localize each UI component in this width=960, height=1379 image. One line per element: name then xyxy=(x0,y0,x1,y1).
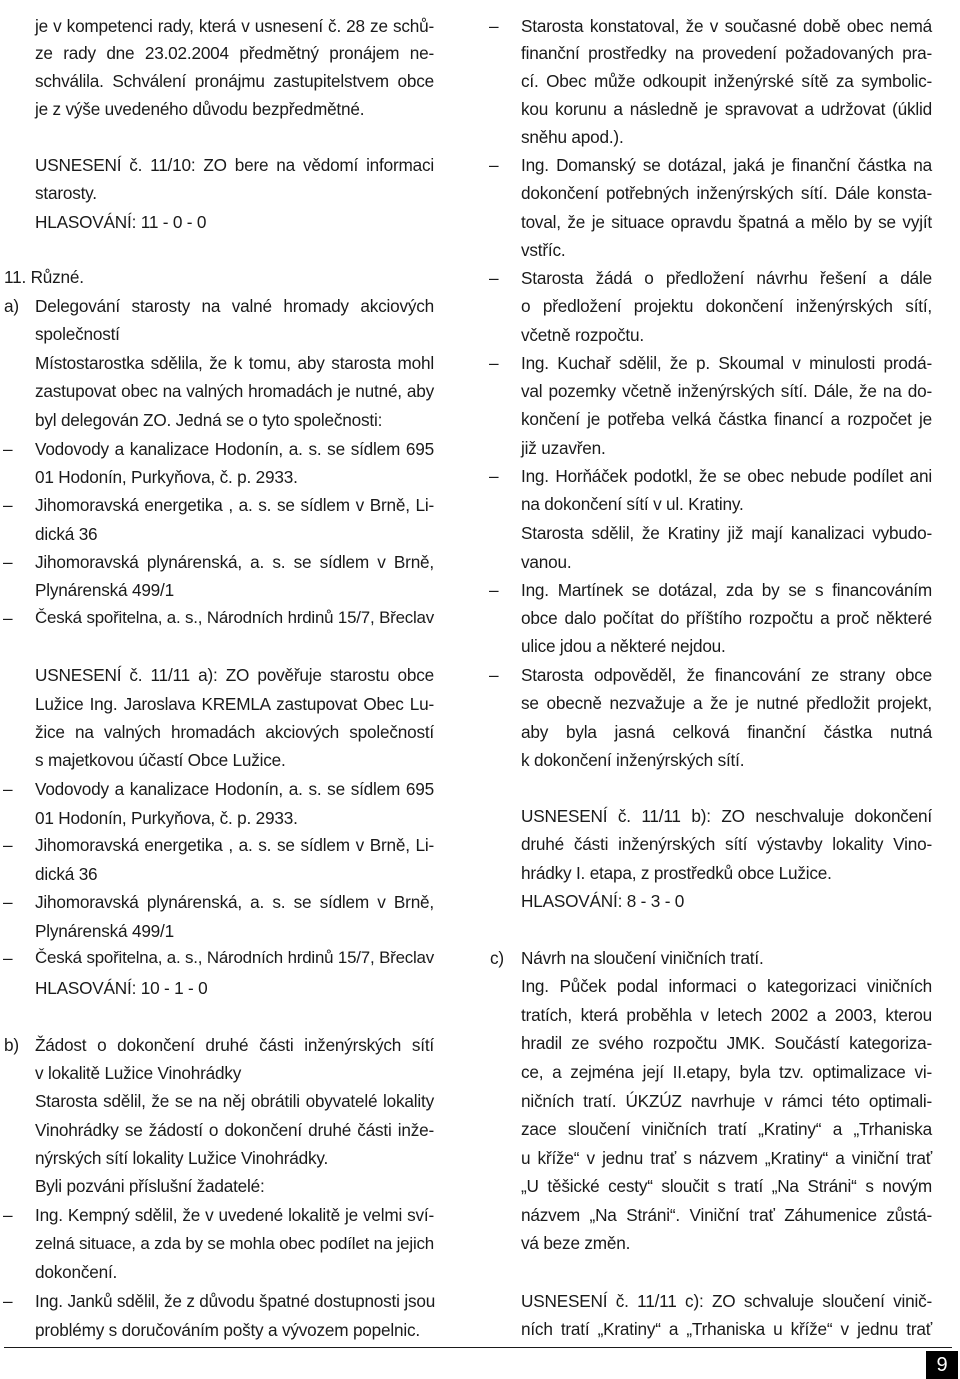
text-line: Delegování starosty na valné hromady akciových xyxy=(35,296,434,316)
dash-bullet: – xyxy=(489,155,499,175)
text-line: dokončení potřebných inženýrských sítí. Dále konsta- xyxy=(521,183,932,203)
text-line: Vodovody a kanalizace Hodonín, a. s. se sídlem 695 xyxy=(35,779,434,799)
text-line: Žádost o dokončení druhé části inženýrských sítí xyxy=(35,1035,434,1055)
text-line: ních tratí „Kratiny“ a „Trhaniska u kříže“ v jednu trať xyxy=(521,1319,932,1339)
text-line: HLASOVÁNÍ: 11 - 0 - 0 xyxy=(35,212,207,232)
text-line: druhé části inženýrských sítí výstavby lokality Vino- xyxy=(521,834,932,854)
text-line: dická 36 xyxy=(35,864,98,884)
dash-bullet: – xyxy=(3,439,13,459)
text-line: ce, a zejména její II.etapy, byla tzv. optimalizace vi- xyxy=(521,1062,932,1082)
text-line: včetně rozpočtu. xyxy=(521,325,644,345)
dash-bullet: – xyxy=(3,608,13,628)
text-line: USNESENÍ č. 11/10: ZO bere na vědomí informaci xyxy=(35,155,434,175)
dash-bullet: – xyxy=(3,779,13,799)
text-line: vstříc. xyxy=(521,240,566,260)
text-line: Ing. Janků sdělil, že z důvodu špatné dostupnosti jsou xyxy=(35,1291,436,1311)
text-line: dická 36 xyxy=(35,524,98,544)
dash-bullet: – xyxy=(489,665,499,685)
footer-rule xyxy=(4,1347,952,1348)
text-line: Starosta sdělil, že se na něj obrátili obyvatelé lokality xyxy=(35,1091,434,1111)
dash-bullet: – xyxy=(3,892,13,912)
dash-bullet: – xyxy=(489,353,499,373)
text-line: Ing. Půček podal informaci o kategorizaci viničních xyxy=(521,976,932,996)
text-line: hrádky I. etapa, z prostředků obce Lužice. xyxy=(521,863,832,883)
text-line: Ing. Domanský se dotázal, jaká je finanční částka na xyxy=(521,155,932,175)
page-number: 9 xyxy=(926,1351,958,1379)
text-line: zelná situace, a zda by se mohla obec podílet na jejich xyxy=(35,1234,434,1253)
text-line: 11. Různé. xyxy=(4,267,84,287)
text-line: Jihomoravská plynárenská, a. s. se sídlem v Brně, xyxy=(35,552,434,572)
text-line: kou korunu a následně je spravovat a udržovat (úklid xyxy=(521,99,932,119)
text-line: ničních tratí. ÚKZÚZ navrhuje v rámci této optimali- xyxy=(521,1091,932,1111)
text-line: Vinohrádky se žádostí o dokončení druhé části inže- xyxy=(35,1120,434,1140)
text-line: USNESENÍ č. 11/11 b): ZO neschvaluje dokončení xyxy=(521,806,932,826)
text-line: aby byla jasná celková finanční částka nutná xyxy=(521,722,932,742)
text-line: Ing. Martínek se dotázal, zda by se s financováním xyxy=(521,580,932,600)
text-line: Vodovody a kanalizace Hodonín, a. s. se sídlem 695 xyxy=(35,439,434,459)
text-line: 01 Hodonín, Purkyňova, č. p. 2933. xyxy=(35,808,298,828)
text-line: Plynárenská 499/1 xyxy=(35,580,174,600)
text-line: Česká spořitelna, a. s., Národních hrdinů 15/7, Břeclav xyxy=(35,948,434,967)
text-line: již uzavřen. xyxy=(521,438,606,458)
text-line: Jihomoravská energetika , a. s. se sídlem v Brně, Li- xyxy=(35,835,434,855)
dash-bullet: – xyxy=(489,16,499,36)
text-line: Starosta odpověděl, že financování ze strany obce xyxy=(521,665,932,685)
text-line: Jihomoravská plynárenská, a. s. se sídlem v Brně, xyxy=(35,892,434,912)
text-line: Ing. Kempný sdělil, že v uvedené lokalitě je velmi sví- xyxy=(35,1205,434,1225)
text-line: je z výše uvedeného důvodu bezpředmětné. xyxy=(35,99,365,119)
dash-bullet: – xyxy=(3,948,13,968)
text-line: byl delegován ZO. Jedná se o tyto společnosti: xyxy=(35,410,383,430)
text-line: 01 Hodonín, Purkyňova, č. p. 2933. xyxy=(35,467,298,487)
text-line: Česká spořitelna, a. s., Národních hrdinů 15/7, Břeclav xyxy=(35,608,434,627)
text-line: ze rady dne 23.02.2004 předmětný pronájem ne- xyxy=(35,43,434,63)
text-line: tratích, která proběhla v letech 2002 a 2003, kterou xyxy=(521,1005,932,1025)
text-line: o předložení projektu dokončení inženýrských sítí, xyxy=(521,296,932,316)
text-line: končení je potřeba velká částka financí a rozpočet je xyxy=(521,409,932,429)
text-line: žice na valných hromadách akciových společností xyxy=(35,722,434,742)
text-line: „U těšické cesty“ sloučit s tratí „Na Stráni“ s novým xyxy=(521,1176,932,1196)
text-line: sněhu apod.). xyxy=(521,127,624,147)
text-line: hradil ze svého rozpočtu JMK. Součástí kategoriza- xyxy=(521,1033,932,1053)
text-line: starosty. xyxy=(35,183,97,203)
text-line: Místostarostka sdělila, že k tomu, aby starosta mohl xyxy=(35,353,434,373)
text-line: HLASOVÁNÍ: 8 - 3 - 0 xyxy=(521,891,685,911)
dash-bullet: – xyxy=(3,1291,13,1311)
text-line: Ing. Kuchař sdělil, že p. Skoumal v minulosti prodá- xyxy=(521,353,932,373)
text-line: Lužice Ing. Jaroslava KREMLA zastupovat Obec Lu- xyxy=(35,694,434,714)
dash-bullet: – xyxy=(489,580,499,600)
dash-bullet: – xyxy=(489,466,499,486)
text-line: schválila. Schválení pronájmu zastupitelstvem obce xyxy=(35,71,434,91)
text-line: Byli pozváni příslušní žadatelé: xyxy=(35,1176,265,1196)
item-marker: b) xyxy=(4,1035,19,1055)
text-line: Plynárenská 499/1 xyxy=(35,921,174,941)
text-line: na dokončení sítí v ul. Kratiny. xyxy=(521,494,744,514)
item-marker: a) xyxy=(4,296,19,316)
text-line: toval, že je situace opravdu špatná a mělo by se vyjít xyxy=(521,212,932,232)
text-line: Starosta sdělil, že Kratiny již mají kanalizaci vybudo- xyxy=(521,523,932,543)
text-line: finanční prostředky na provedení požadovaných pra- xyxy=(521,43,932,63)
dash-bullet: – xyxy=(3,1205,13,1225)
text-line: dokončení. xyxy=(35,1262,118,1282)
text-line: zace sloučení viničních tratí „Kratiny“ a „Trhaniska xyxy=(521,1119,932,1139)
text-line: USNESENÍ č. 11/11 c): ZO schvaluje sloučení vinič- xyxy=(521,1291,932,1311)
text-line: společností xyxy=(35,324,120,344)
text-line: Starosta žádá o předložení návrhu řešení a dále xyxy=(521,268,932,288)
text-line: s majetkovou účastí Obce Lužice. xyxy=(35,750,286,770)
text-line: obce dalo počítat do příštího rozpočtu a proč některé xyxy=(521,608,932,628)
dash-bullet: – xyxy=(3,835,13,855)
text-line: HLASOVÁNÍ: 10 - 1 - 0 xyxy=(35,978,208,998)
text-line: názvem „Na Stráni“. Viniční trať Záhumenice zůstá- xyxy=(521,1205,932,1225)
text-line: je v kompetenci rady, která v usnesení č. 28 ze schů- xyxy=(35,16,434,36)
text-line: USNESENÍ č. 11/11 a): ZO pověřuje starostu obce xyxy=(35,665,434,685)
text-line: Návrh na sloučení viničních tratí. xyxy=(521,948,764,968)
text-line: Jihomoravská energetika , a. s. se sídlem v Brně, Li- xyxy=(35,495,434,515)
text-line: Starosta konstatoval, že v současné době obec nemá xyxy=(521,16,932,36)
text-line: Ing. Horňáček podotkl, že se obec nebude podílet ani xyxy=(521,466,932,486)
dash-bullet: – xyxy=(489,268,499,288)
text-line: u kříže“ v jednu trať s názvem „Kratiny“ a viniční trať xyxy=(521,1148,932,1168)
text-line: vá beze změn. xyxy=(521,1233,631,1253)
text-line: problémy s doručováním pošty a vývozem popelnic. xyxy=(35,1320,420,1340)
text-line: k dokončení inženýrských sítí. xyxy=(521,750,745,770)
text-line: vanou. xyxy=(521,552,572,572)
text-line: ulice jdou a některé nejdou. xyxy=(521,636,726,656)
dash-bullet: – xyxy=(3,552,13,572)
text-line: val pozemky včetně inženýrských sítí. Dále, že na do- xyxy=(521,381,932,401)
text-line: v lokalitě Lužice Vinohrádky xyxy=(35,1063,242,1083)
text-line: se obecně nezvažuje a že je nutné předložit projekt, xyxy=(521,693,932,713)
text-line: nýrských sítí lokality Lužice Vinohrádky. xyxy=(35,1148,329,1168)
dash-bullet: – xyxy=(3,495,13,515)
text-line: cí. Obec může odkoupit inženýrské sítě za symbolic- xyxy=(521,71,932,91)
item-marker: c) xyxy=(490,948,504,968)
text-line: zastupovat obec na valných hromadách je nutné, aby xyxy=(35,381,434,401)
